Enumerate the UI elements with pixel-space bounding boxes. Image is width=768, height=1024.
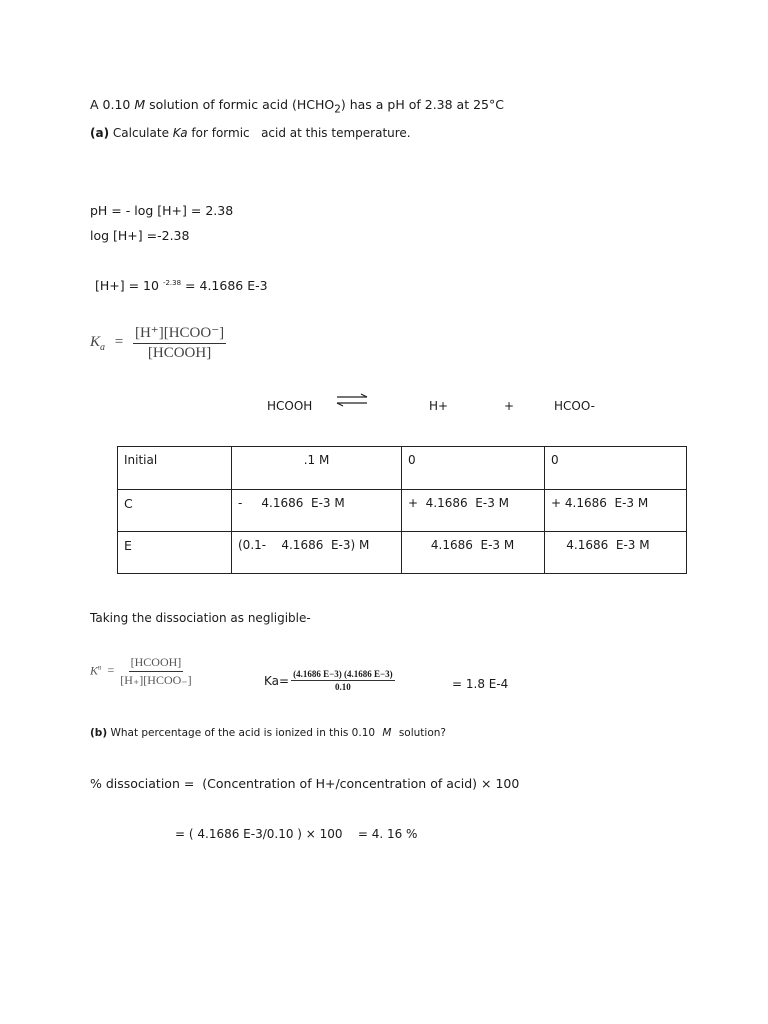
- ka-calc-numerator: (4.1686 E−3) (4.1686 E−3): [293, 669, 393, 679]
- ka-expression: [90, 323, 226, 362]
- part-a-label: (a): [90, 126, 110, 140]
- table-cell: E: [118, 532, 232, 574]
- h-post: = 4.1686 E-3: [185, 278, 268, 293]
- ka-calc-fraction: [291, 669, 395, 692]
- ka-lhs: K: [90, 333, 101, 350]
- part-a-pre: Calculate: [112, 126, 169, 140]
- part-a-ka: Ka: [172, 126, 188, 140]
- molarity-symbol: M: [134, 97, 146, 112]
- dissociation-calculation: = ( 4.1686 E-3/0.10 ) × 100 = 4. 16 %: [175, 827, 418, 841]
- table-row: [118, 447, 687, 490]
- table-cell: + 4.1686 E-3 M: [545, 490, 687, 532]
- ice-table: [117, 446, 687, 574]
- part-a-post: for formic acid at this temperature.: [191, 126, 411, 140]
- ka-calc-denominator: 0.10: [334, 682, 351, 692]
- ka-fraction: [133, 323, 226, 362]
- table-cell: 0: [402, 447, 545, 490]
- intro-subscript: 2: [334, 103, 341, 116]
- reaction-product-hcoo: HCOO-: [554, 399, 595, 413]
- reaction-product-h: H+: [429, 399, 449, 413]
- part-b-pre: What percentage of the acid is ionized in this 0.10: [110, 727, 376, 739]
- k-inverse-expression: [90, 655, 192, 688]
- reaction-plus: +: [504, 399, 515, 413]
- table-cell: (0.1- 4.1686 E-3) M: [232, 532, 402, 574]
- equilibrium-arrows-icon: [335, 393, 371, 407]
- k-lhs: K: [90, 663, 99, 678]
- ka-numerator: [H⁺][HCOO⁻]: [133, 323, 226, 344]
- h-concentration: [95, 278, 268, 293]
- ka-result: = 1.8 E-4: [452, 677, 509, 691]
- intro-pre: A 0.10: [90, 97, 131, 112]
- problem-intro: [90, 97, 504, 116]
- ka-equals: =: [114, 333, 124, 350]
- intro-post: ) has a pH of 2.38 at 25°C: [340, 97, 504, 112]
- table-cell: Initial: [118, 447, 232, 490]
- part-a-question: [90, 126, 411, 140]
- h-pre: [H+] = 10: [95, 278, 159, 293]
- k-fraction: [120, 655, 191, 688]
- table-cell: 4.1686 E-3 M: [545, 532, 687, 574]
- h-exponent: -2.38: [162, 278, 182, 287]
- table-cell: 4.1686 E-3 M: [402, 532, 545, 574]
- ka-lhs-sub: a: [100, 341, 106, 353]
- dissociation-formula: % dissociation = (Concentration of H+/concentration of acid) × 100: [90, 776, 520, 791]
- ka-calc-label: Ka=: [264, 673, 290, 688]
- table-cell: .1 M: [232, 447, 402, 490]
- intro-mid: solution of formic acid (HCHO: [149, 97, 335, 112]
- log-equation: log [H+] =-2.38: [90, 228, 190, 243]
- table-row: [118, 490, 687, 532]
- ph-equation: pH = - log [H+] = 2.38: [90, 203, 234, 218]
- ka-denominator: [HCOOH]: [147, 345, 212, 361]
- k-equals: =: [107, 663, 115, 678]
- part-b-label: (b): [90, 727, 108, 739]
- part-b-molarity: M: [382, 727, 392, 739]
- table-row: [118, 532, 687, 574]
- k-sup: n: [98, 663, 102, 672]
- ka-calculation: [264, 669, 395, 692]
- reaction-reactant: HCOOH: [267, 399, 313, 413]
- k-denominator: [H₊][HCOO₋]: [120, 673, 192, 687]
- part-b-post: solution?: [398, 727, 446, 739]
- negligible-text: Taking the dissociation as negligible-: [90, 611, 311, 625]
- table-cell: C: [118, 490, 232, 532]
- table-cell: + 4.1686 E-3 M: [402, 490, 545, 532]
- k-numerator: [HCOOH]: [129, 655, 184, 672]
- table-cell: - 4.1686 E-3 M: [232, 490, 402, 532]
- table-cell: 0: [545, 447, 687, 490]
- part-b-question: [90, 727, 446, 739]
